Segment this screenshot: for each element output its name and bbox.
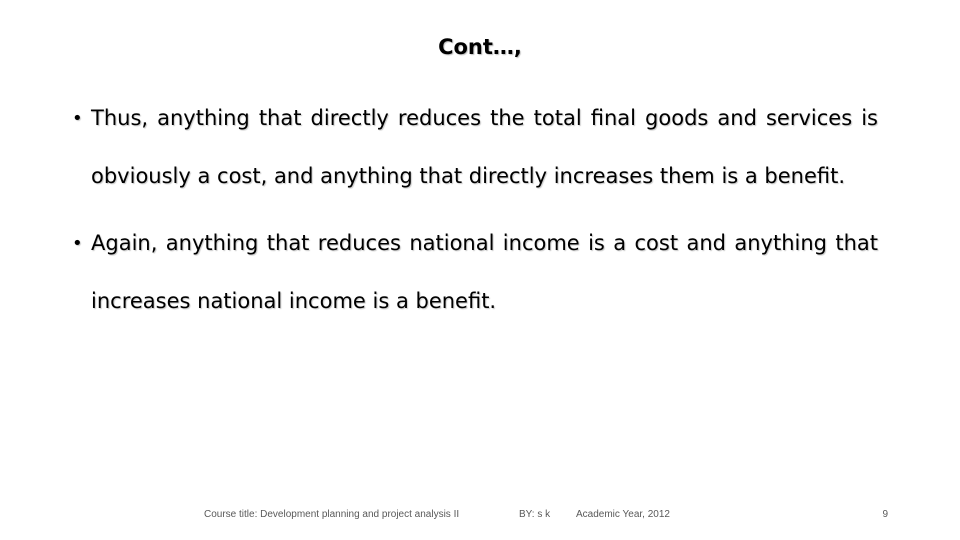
footer-course-title: Course title: Development planning and project analysis II xyxy=(204,509,460,520)
bullet-icon: • xyxy=(72,233,83,254)
bullet-text: Thus, anything that directly reduces the total final goods and services is obviously a cost, and anything that directly increases them is a benefit. xyxy=(91,106,878,188)
slide-title: Cont…, xyxy=(438,35,522,59)
bullet-item xyxy=(72,90,878,205)
bullet-list xyxy=(72,90,878,330)
bullet-icon: • xyxy=(72,108,83,129)
footer-academic-year: Academic Year, 2012 xyxy=(576,509,670,520)
bullet-text: Again, anything that reduces national income is a cost and anything that increases national income is a benefit. xyxy=(91,231,878,313)
bullet-item xyxy=(72,215,878,330)
page-number: 9 xyxy=(882,509,888,520)
footer-author: BY: s k xyxy=(519,509,551,520)
